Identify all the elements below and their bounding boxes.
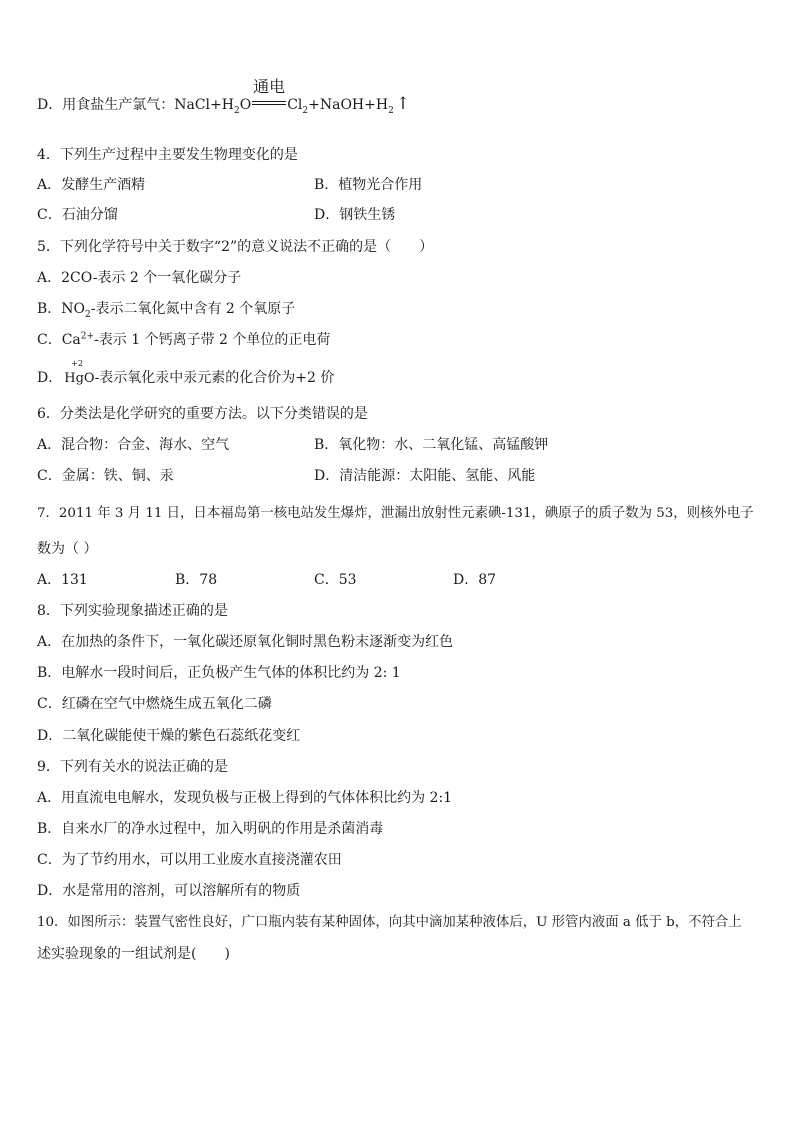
q6-option-a: A．混合物：合金、海水、空气 <box>37 437 230 453</box>
q3-option-d <box>37 77 411 116</box>
q6-option-c: C．金属：铁、铜、汞 <box>37 468 174 484</box>
q7-option-b: B．78 <box>175 572 218 588</box>
reaction-condition: 通电 <box>253 77 286 96</box>
q7-stem-line1: 7．2011 年 3 月 11 日，日本福岛第一核电站发生爆炸，泄漏出放射性元素碘-131，碘原子的质子数为 53，则核外电子 <box>37 506 754 521</box>
q7-stem-line2: 数为（ ） <box>37 541 98 557</box>
q7-option-a: A．131 <box>37 572 88 588</box>
q4-option-b: B．植物光合作用 <box>314 177 423 193</box>
q4-option-a: A．发酵生产酒精 <box>37 177 146 193</box>
q5-stem: 5．下列化学符号中关于数字“2”的意义说法不正确的是（ ） <box>37 239 434 255</box>
q4-option-d: D．钢铁生锈 <box>314 207 396 223</box>
q5-option-d: D． +2 HgO-表示氧化汞中汞元素的化合价为+2 价 <box>37 359 335 386</box>
q5-option-a: A．2CO-表示 2 个一氧化碳分子 <box>37 270 242 286</box>
gas-arrow-icon: ↑ <box>395 94 411 114</box>
q4-stem: 4．下列生产过程中主要发生物理变化的是 <box>37 147 298 163</box>
q6-option-b: B．氧化物：水、二氧化锰、高锰酸钾 <box>314 437 549 453</box>
q10-stem-line2: 述实验现象的一组试剂是( ) <box>37 946 230 962</box>
q9-option-b: B．自来水厂的净水过程中，加入明矾的作用是杀菌消毒 <box>37 821 384 837</box>
equation-reactants: $NaCl+H_2O$ <box>174 97 252 116</box>
q9-option-a: A．用直流电电解水，发现负极与正极上得到的气体体积比约为 2:1 <box>37 790 453 806</box>
equation-products: $Cl_2+NaOH+H_2$ <box>287 97 394 116</box>
q8-option-c: C．红磷在空气中燃烧生成五氧化二磷 <box>37 696 272 712</box>
q5-option-c: C．$Ca^{2+}-$表示 1 个钙离子带 2 个单位的正电荷 <box>37 331 331 348</box>
q9-stem: 9．下列有关水的说法正确的是 <box>37 759 228 775</box>
q8-option-d: D．二氧化碳能使干燥的紫色石蕊纸花变红 <box>37 728 301 744</box>
q7-option-d: D．87 <box>453 572 497 588</box>
q4-option-c: C．石油分馏 <box>37 207 118 223</box>
q9-option-d: D．水是常用的溶剂，可以溶解所有的物质 <box>37 883 301 899</box>
q3-option-d-prefix: D．用食盐生产氯气： <box>37 97 175 113</box>
reaction-condition-sign <box>252 77 286 114</box>
q8-option-b: B．电解水一段时间后，正负极产生气体的体积比约为 2: 1 <box>37 665 401 681</box>
q8-option-a: A．在加热的条件下，一氧化碳还原氧化铜时黑色粉末逐渐变为红色 <box>37 634 454 650</box>
q9-option-c: C．为了节约用水，可以用工业废水直接浇灌农田 <box>37 852 342 868</box>
q6-stem: 6．分类法是化学研究的重要方法。以下分类错误的是 <box>37 406 368 422</box>
valence-formula: +2 HgO <box>64 359 95 386</box>
q7-option-c: C．53 <box>314 572 357 588</box>
q6-option-d: D．清洁能源：太阳能、氢能、风能 <box>314 468 536 484</box>
q10-stem-line1: 10．如图所示：装置气密性良好，广口瓶内装有某种固体，向其中滴加某种液体后，U 形管内液面 a 低于 b，不符合上 <box>37 915 742 930</box>
q5-option-b: B．$NO_2-$表示二氧化氮中含有 2 个氧原子 <box>37 301 296 320</box>
q8-stem: 8．下列实验现象描述正确的是 <box>37 603 228 619</box>
